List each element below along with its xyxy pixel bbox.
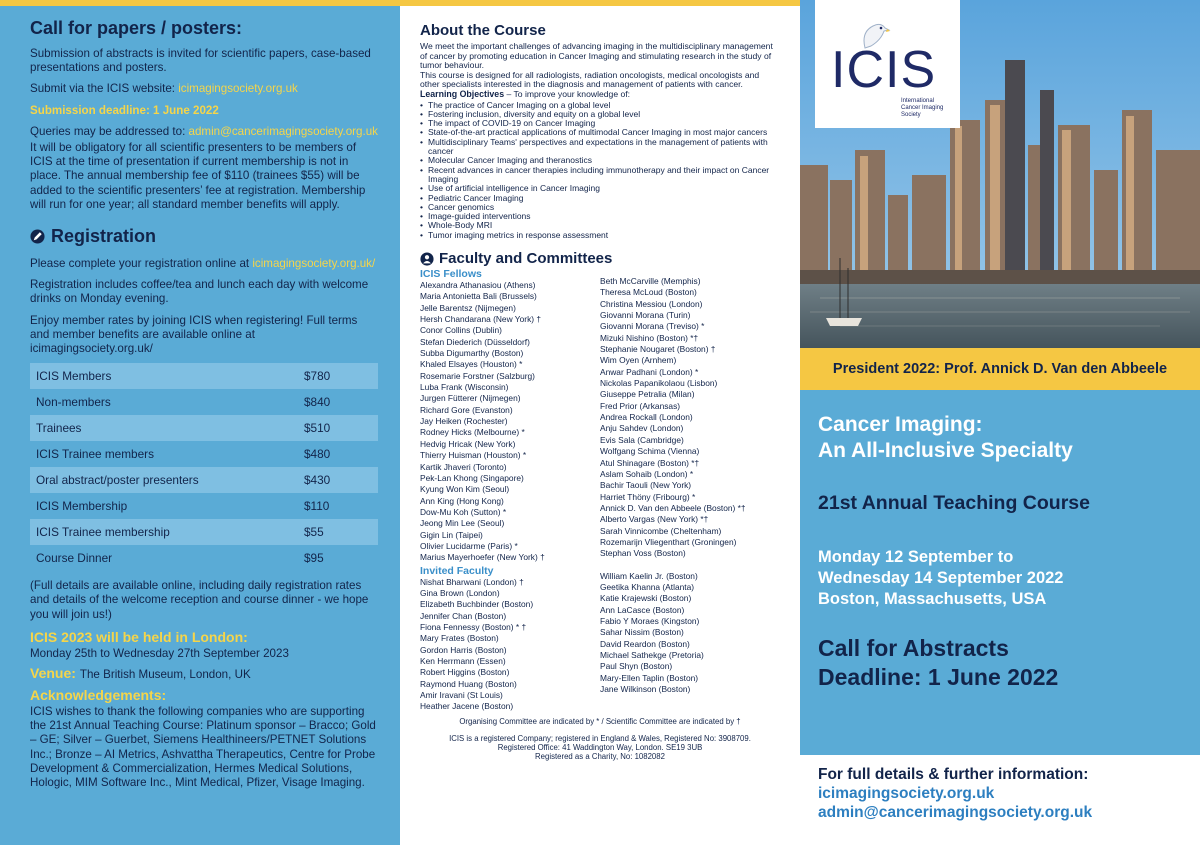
icis-2023-dates: Monday 25th to Wednesday 27th September 2023 — [30, 646, 289, 660]
president-text: President 2022: Prof. Annick D. Van den Abbeele — [832, 361, 1168, 377]
table-row — [30, 363, 378, 389]
course-name: 21st Annual Teaching Course — [818, 492, 1090, 514]
list-item: Aslam Sohaib (London) * — [600, 468, 694, 479]
fee-label: ICIS Trainee membership — [30, 519, 298, 545]
person-icon — [420, 252, 434, 266]
fee-price: $95 — [298, 545, 378, 571]
list-item: • Image-guided interventions — [420, 212, 780, 221]
submission-deadline: Submission deadline: 1 June 2022 — [30, 103, 219, 117]
list-item: Khaled Elsayes (Houston) * — [420, 359, 523, 370]
registration-link[interactable]: icimagingsociety.org.uk/ — [252, 257, 376, 271]
list-item: • Multidisciplinary Teams' perspectives and expectations in the management of patients with cancer — [420, 138, 780, 157]
list-item: Hersh Chandarana (New York) † — [420, 314, 542, 325]
list-item: Ann LaCasce (Boston) — [600, 604, 685, 615]
list-item: Olivier Lucidarme (Paris) * — [420, 540, 518, 551]
list-item: Gigin Lin (Taipei) — [420, 529, 483, 540]
call-for-papers-title: Call for papers / posters: — [30, 18, 243, 38]
list-item: Bachir Taouli (New York) — [600, 480, 692, 491]
table-row — [30, 493, 378, 519]
fellows-title: ICIS Fellows — [420, 268, 482, 281]
list-item: Jelle Barentsz (Nijmegen) — [420, 302, 516, 313]
list-item: • Molecular Cancer Imaging and theranostics — [420, 156, 780, 165]
course-info-box — [800, 390, 1200, 755]
venue-line — [30, 665, 378, 681]
list-item: Jurgen Fütterer (Nijmegen) — [420, 393, 521, 404]
icis-logo — [815, 0, 960, 128]
list-item: Giovanni Morana (Turin) — [600, 310, 691, 321]
list-item: Mary Frates (Boston) — [420, 633, 499, 644]
list-item: Giovanni Morana (Treviso) * — [600, 321, 705, 332]
list-item: Paul Shyn (Boston) — [600, 661, 673, 672]
contact-heading: For full details & further information: — [818, 766, 1089, 783]
list-item: Katie Krajewski (Boston) — [600, 593, 692, 604]
right-panel — [800, 0, 1200, 845]
list-item: Conor Collins (Dublin) — [420, 325, 502, 336]
fee-price: $840 — [298, 389, 378, 415]
fee-label: ICIS Members — [30, 363, 298, 389]
fee-table — [30, 363, 378, 571]
faculty-heading — [420, 250, 780, 267]
list-item: Christina Messiou (London) — [600, 298, 703, 309]
list-item: Rodney Hicks (Melbourne) * — [420, 427, 525, 438]
list-item: Heather Jacene (Boston) — [420, 701, 514, 712]
pen-icon — [30, 229, 45, 244]
list-item: Alexandra Athanasiou (Athens) — [420, 280, 536, 291]
list-item: Mary-Ellen Taplin (Boston) — [600, 672, 699, 683]
list-item: Geetika Khanna (Atlanta) — [600, 581, 695, 592]
list-item: Richard Gore (Evanston) — [420, 404, 513, 415]
acknowledgements-text: ICIS wishes to thank the following companies who are supporting the 21st Annual Teaching Course: Platinum sponsor – Bracco; Gold – GE; Silver – Guerbet, Siemens Healthineers/PETNET Solutions Inc.; Bronze – AI Metrics, Ashvattha Therapeutics, Centre for Probe Development & Commercialization, Hermes Medical Solutions, Hologic, MIM Software Inc., Mint Medical, Pfizer, Visage Imaging. — [30, 705, 376, 790]
course-dates — [818, 547, 1200, 610]
invited-column-1 — [420, 565, 600, 713]
list-item: Elizabeth Buchbinder (Boston) — [420, 599, 534, 610]
list-item: • Whole-Body MRI — [420, 221, 780, 230]
list-item: Beth McCarville (Memphis) — [600, 276, 701, 287]
full-details-note: (Full details are available online, including daily registration rates and details of the welcome reception and course dinner - we hope you will join us!) — [30, 579, 369, 621]
registration-prefix: Please complete your registration online at — [30, 257, 253, 271]
fee-price: $480 — [298, 441, 378, 467]
committee-note: Organising Committee are indicated by * / Scientific Committee are indicated by † — [459, 716, 741, 726]
middle-panel — [400, 0, 800, 845]
list-item: Stephan Voss (Boston) — [600, 548, 686, 559]
location-line: Boston, Massachusetts, USA — [818, 590, 1047, 608]
list-item: Amir Iravani (St Louis) — [420, 690, 503, 701]
table-row — [30, 467, 378, 493]
venue-text: The British Museum, London, UK — [79, 668, 251, 682]
submit-line — [30, 82, 378, 96]
list-item: Jay Heiken (Rochester) — [420, 416, 508, 427]
list-item: Fiona Fennessy (Boston) * † — [420, 621, 527, 632]
logo-sub-line: Cancer Imaging — [901, 105, 944, 111]
fee-label: Course Dinner — [30, 545, 298, 571]
fee-price: $110 — [298, 493, 378, 519]
learning-objectives-label: Learning Objectives — [420, 88, 505, 99]
member-rates-text: Enjoy member rates by joining ICIS when registering! Full terms and member benefits are available online at icimagingsociety.org.uk/ — [30, 313, 358, 356]
course-title — [818, 412, 1200, 464]
fellows-column-1 — [420, 268, 600, 564]
list-item: Sahar Nissim (Boston) — [600, 627, 684, 638]
list-item: Alberto Vargas (New York) *† — [600, 514, 709, 525]
list-item: Evis Sala (Cambridge) — [600, 434, 684, 445]
table-row — [30, 415, 378, 441]
list-item: Fabio Y Moraes (Kingston) — [600, 615, 700, 626]
top-accent-bar — [0, 0, 400, 6]
registration-line — [30, 257, 378, 271]
queries-line — [30, 125, 378, 139]
list-item: • Use of artificial intelligence in Cancer Imaging — [420, 184, 780, 193]
logo-sub-line: Society — [901, 112, 921, 118]
list-item: • Cancer genomics — [420, 203, 780, 212]
list-item: Hedvig Hricak (New York) — [420, 438, 516, 449]
list-item: Anwar Padhani (London) * — [600, 366, 699, 377]
list-item: Sarah Vinnicombe (Cheltenham) — [600, 525, 722, 536]
list-item: Giuseppe Petralia (Milan) — [600, 389, 695, 400]
cfa-line-2: Deadline: 1 June 2022 — [818, 664, 1059, 690]
list-item: William Kaelin Jr. (Boston) — [600, 570, 698, 581]
list-item: Gina Brown (London) — [420, 587, 500, 598]
list-item: Subba Digumarthy (Boston) — [420, 348, 524, 359]
list-item: • Fostering inclusion, diversity and equity on a global level — [420, 110, 780, 119]
list-item: Kyung Won Kim (Seoul) — [420, 484, 510, 495]
list-item: Andrea Rockall (London) — [600, 412, 693, 423]
list-item: Raymond Huang (Boston) — [420, 678, 517, 689]
registration-line-2: Registered Office: 41 Waddington Way, London. SE19 3UB — [497, 742, 703, 752]
list-item: Ann King (Hong Kong) — [420, 495, 504, 506]
table-row — [30, 519, 378, 545]
list-item: Annick D. Van den Abbeele (Boston) *† — [600, 502, 746, 513]
fellows-columns — [420, 268, 780, 564]
president-banner — [800, 348, 1200, 390]
table-row — [30, 441, 378, 467]
fee-label: ICIS Trainee members — [30, 441, 298, 467]
invited-columns — [420, 565, 780, 713]
call-for-papers-text: Submission of abstracts is invited for scientific papers, case-based presentations and posters. — [30, 47, 371, 75]
list-item: Ken Herrmann (Essen) — [420, 656, 506, 667]
fee-label: Non-members — [30, 389, 298, 415]
top-accent-bar — [400, 0, 800, 6]
about-intro-2: This course is designed for all radiologists, radiation oncologists, medical oncologists and other specialists interested in the diagnosis and management of patients with cancer. — [420, 69, 760, 90]
list-item: Jane Wilkinson (Boston) — [600, 684, 691, 695]
list-item: Thierry Huisman (Houston) * — [420, 450, 527, 461]
table-row — [30, 389, 378, 415]
fee-label: ICIS Membership — [30, 493, 298, 519]
list-item: Rozemarijn Vliegenthart (Groningen) — [600, 536, 737, 547]
list-item: Atul Shinagare (Boston) *† — [600, 457, 700, 468]
list-item: Pek-Lan Khong (Singapore) — [420, 472, 524, 483]
list-item: • The practice of Cancer Imaging on a global level — [420, 101, 780, 110]
registration-line-3: Registered as a Charity, No: 1082082 — [535, 752, 665, 762]
fee-price: $430 — [298, 467, 378, 493]
list-item: • The impact of COVID-19 on Cancer Imaging — [420, 119, 780, 128]
learning-objectives-suffix: – To improve your knowledge of: — [504, 88, 631, 99]
list-item: • Recent advances in cancer therapies including immunotherapy and their impact on Cancer Imaging — [420, 166, 780, 185]
invited-column-2 — [600, 565, 780, 713]
contact-info — [818, 765, 1092, 822]
table-row — [30, 545, 378, 571]
contact-email-link[interactable]: admin@cancerimagingsociety.org.uk — [818, 804, 1093, 821]
company-registration — [420, 734, 780, 762]
registration-includes: Registration includes coffee/tea and lunch each day with welcome drinks on Monday evening. — [30, 278, 369, 306]
submit-prefix: Submit via the ICIS website: — [30, 82, 179, 96]
list-item: Jeong Min Lee (Seoul) — [420, 518, 505, 529]
list-item: David Reardon (Boston) — [600, 638, 690, 649]
about-intro-1: We meet the important challenges of advancing imaging in the multidisciplinary management of cancer by promoting education in Cancer Imaging and stimulating research in the study of tumor behaviour. — [420, 41, 773, 71]
submit-link[interactable]: icimagingsociety.org.uk — [178, 82, 298, 96]
list-item: Michael Sathekge (Pretoria) — [600, 650, 704, 661]
cfa-line-1: Call for Abstracts — [818, 635, 1009, 661]
learning-objectives-line — [420, 90, 780, 100]
list-item: Harriet Thöny (Fribourg) * — [600, 491, 696, 502]
dates-line-2: Wednesday 14 September 2022 — [818, 569, 1064, 587]
fee-label: Oral abstract/poster presenters — [30, 467, 298, 493]
logo-subtitle — [901, 98, 961, 119]
membership-text: It will be obligatory for all scientific presenters to be members of ICIS at the time of presentation if current membership is not in place. The annual membership fee of $110 (trainees $55) will be added to the scientific presenters’ fee at registration. Membership will run for one year; all standard member benefits will apply. — [30, 141, 366, 211]
objectives-list — [420, 101, 780, 240]
fee-price: $780 — [298, 363, 378, 389]
list-item: Anju Sahdev (London) — [600, 423, 684, 434]
fee-price: $55 — [298, 519, 378, 545]
list-item: Dow-Mu Koh (Sutton) * — [420, 506, 507, 517]
registration-heading — [30, 226, 378, 247]
list-item: Gordon Harris (Boston) — [420, 644, 507, 655]
list-item: Fred Prior (Arkansas) — [600, 400, 681, 411]
logo-sub-line: International — [901, 98, 935, 104]
list-item: • State-of-the-art practical applications of multimodal Cancer Imaging in most major cancers — [420, 128, 780, 137]
list-item: Jennifer Chan (Boston) — [420, 610, 507, 621]
call-for-abstracts — [818, 634, 1200, 692]
list-item: • Pediatric Cancer Imaging — [420, 194, 780, 203]
list-item: Maria Antonietta Bali (Brussels) — [420, 291, 537, 302]
registration-line-1: ICIS is a registered Company; registered in England & Wales, Registered No: 3908709. — [449, 733, 751, 743]
about-course-title: About the Course — [420, 22, 546, 39]
fee-label: Trainees — [30, 415, 298, 441]
invited-title: Invited Faculty — [420, 564, 494, 577]
list-item: Wolfgang Schima (Vienna) — [600, 446, 700, 457]
logo-text: ICIS — [831, 41, 937, 99]
icis-2023-title: ICIS 2023 will be held in London: — [30, 628, 248, 645]
list-item: Marius Mayerhoefer (New York) † — [420, 552, 545, 563]
list-item: Mizuki Nishino (Boston) *† — [600, 332, 699, 343]
list-item: Stefan Diederich (Düsseldorf) — [420, 336, 530, 347]
list-item: Robert Higgins (Boston) — [420, 667, 510, 678]
left-panel — [0, 0, 400, 845]
venue-label: Venue: — [30, 665, 76, 682]
queries-prefix: Queries may be addressed to: — [30, 124, 189, 138]
registration-title: Registration — [51, 226, 157, 247]
faculty-title: Faculty and Committees — [439, 250, 613, 268]
list-item: Luba Frank (Wisconsin) — [420, 382, 509, 393]
fee-price: $510 — [298, 415, 378, 441]
course-title-line-2: An All-Inclusive Specialty — [818, 439, 1073, 462]
dates-line-1: Monday 12 September to — [818, 548, 1014, 566]
list-item: Wim Oyen (Arnhem) — [600, 355, 677, 366]
list-item: Rosemarie Forstner (Salzburg) — [420, 370, 535, 381]
fellows-column-2 — [600, 268, 780, 564]
list-item: Kartik Jhaveri (Toronto) — [420, 461, 507, 472]
list-item: Stephanie Nougaret (Boston) † — [600, 344, 716, 355]
list-item: Theresa McLoud (Boston) — [600, 287, 697, 298]
acknowledgements-title: Acknowledgements: — [30, 687, 167, 704]
list-item: Nickolas Papanikolaou (Lisbon) — [600, 378, 718, 389]
queries-email-link[interactable]: admin@cancerimagingsociety.org.uk — [188, 124, 378, 138]
list-item: Nishat Bharwani (London) † — [420, 576, 524, 587]
contact-website-link[interactable]: icimagingsociety.org.uk — [818, 785, 995, 802]
list-item: • Tumor imaging metrics in response assessment — [420, 231, 780, 240]
course-title-line-1: Cancer Imaging: — [818, 413, 983, 436]
